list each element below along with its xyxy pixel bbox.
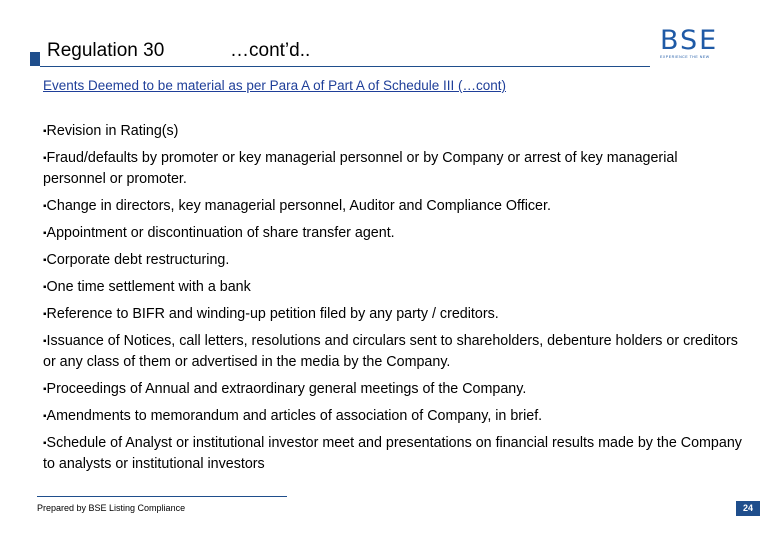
list-item [43,433,743,475]
bullet-square-icon: ▪ [43,282,47,293]
list-item [43,406,743,427]
bse-logo-text: BSE [660,25,719,56]
slide-title-continued: …cont’d.. [230,40,311,61]
list-item [43,250,743,271]
title-underline [40,66,650,67]
list-item-text: Amendments to memorandum and articles of association of Company, in brief. [46,408,543,424]
footer-divider [37,496,287,497]
bullet-square-icon: ▪ [43,438,47,449]
bullet-square-icon: ▪ [43,228,47,239]
list-item-text: Reference to BIFR and winding-up petition filed by any party / creditors. [46,306,499,322]
list-item [43,121,743,142]
list-item-text: Corporate debt restructuring. [46,252,230,268]
bullet-square-icon: ▪ [43,126,47,137]
list-item [43,148,743,190]
bullet-square-icon: ▪ [43,309,47,320]
bullet-square-icon: ▪ [43,255,47,266]
list-item [43,223,743,244]
bullet-square-icon: ▪ [43,153,47,164]
bullet-square-icon: ▪ [43,336,47,347]
list-item [43,304,743,325]
page-number-badge: 24 [736,501,760,516]
section-subtitle: Events Deemed to be material as per Para A of Part A of Schedule III (…cont) [43,78,506,93]
list-item-text: Schedule of Analyst or institutional investor meet and presentations on financial results made by the Company to analysts or institutional investors [43,435,742,472]
list-item-text: Change in directors, key managerial personnel, Auditor and Compliance Officer. [46,198,551,214]
list-item-text: One time settlement with a bank [46,279,251,295]
list-item-text: Revision in Rating(s) [46,123,179,139]
list-item-text: Fraud/defaults by promoter or key managerial personnel or by Company or arrest of key managerial personnel or promoter. [43,150,678,187]
slide-title: Regulation 30 [47,40,165,61]
list-item [43,379,743,400]
list-item-text: Proceedings of Annual and extraordinary general meetings of the Company. [46,381,527,397]
list-item [43,196,743,217]
list-item [43,331,743,373]
list-item-text: Appointment or discontinuation of share transfer agent. [46,225,395,241]
bullet-square-icon: ▪ [43,201,47,212]
bullet-square-icon: ▪ [43,411,47,422]
bse-logo [660,26,730,60]
bullet-square-icon: ▪ [43,384,47,395]
list-item [43,277,743,298]
title-marker [30,52,40,66]
bse-logo-tagline: EXPERIENCE THE NEW [660,55,710,59]
list-item-text: Issuance of Notices, call letters, resolutions and circulars sent to shareholders, debenture holders or creditors or any class of them or advertised in the media by the Company. [43,333,738,370]
events-list [43,121,743,481]
footer-prepared-by: Prepared by BSE Listing Compliance [37,503,186,513]
